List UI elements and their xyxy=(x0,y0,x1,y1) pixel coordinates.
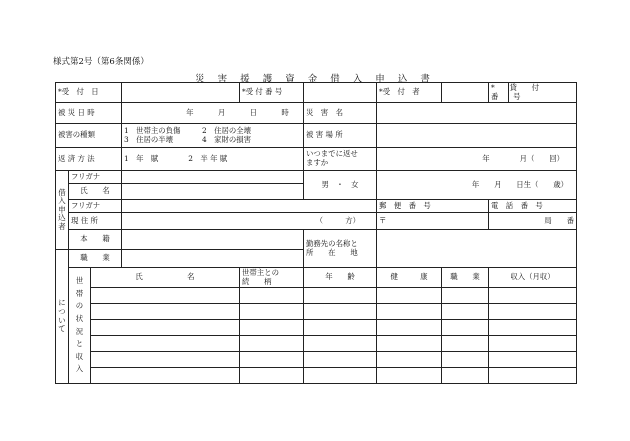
genjusho-field[interactable]: （ 方） xyxy=(122,213,377,230)
hh-health[interactable] xyxy=(377,368,442,384)
shokugyo-label: 職 業 xyxy=(69,250,122,268)
hh-income[interactable] xyxy=(489,336,577,352)
disaster-date-row xyxy=(56,103,577,124)
hh-health[interactable] xyxy=(377,320,442,336)
hh-age[interactable] xyxy=(304,336,377,352)
uketsuke-date-label: *受 付 日 xyxy=(56,83,122,103)
hh-name[interactable] xyxy=(91,288,240,304)
honseki-label: 本 籍 xyxy=(69,230,122,250)
uketsuke-no-label: *受 付 番 号 xyxy=(240,83,304,103)
gender-select[interactable]: 男 ・ 女 xyxy=(304,171,377,200)
day-unit: 日 xyxy=(249,107,258,117)
hh-relation[interactable] xyxy=(240,368,304,384)
hh-name[interactable] xyxy=(91,368,240,384)
uketsukesha-label: *受 付 者 xyxy=(377,83,442,103)
applicant-address-row xyxy=(56,213,577,230)
shimei-label: 氏 名 xyxy=(69,184,122,200)
option-2[interactable]: 2 住居の全壊 xyxy=(202,125,252,135)
kashitsuke-no-label: * 貸 付 番 号 xyxy=(489,83,509,103)
shimei-field[interactable] xyxy=(122,184,304,200)
uketsukesha-field[interactable] xyxy=(442,83,489,103)
higai-shurui-options[interactable] xyxy=(122,124,304,148)
hh-relation[interactable] xyxy=(240,352,304,368)
loan-application-form xyxy=(55,82,577,384)
hh-job[interactable] xyxy=(442,352,489,368)
hh-age[interactable] xyxy=(304,320,377,336)
denwa-label: 電 話 番 号 xyxy=(489,200,577,213)
hh-relation[interactable] xyxy=(240,320,304,336)
higai-basho-field[interactable] xyxy=(377,124,577,148)
col-nenrei: 年 齢 xyxy=(304,268,377,288)
shokugyo-field[interactable] xyxy=(122,250,304,268)
damage-type-row xyxy=(56,124,577,148)
col-shimei: 氏 名 xyxy=(91,268,240,288)
year-unit: 年 xyxy=(186,107,194,117)
saigaimei-field[interactable] xyxy=(377,103,577,124)
household-row xyxy=(56,352,577,368)
household-row xyxy=(56,320,577,336)
hh-health[interactable] xyxy=(377,352,442,368)
months-count: 月（ 回） xyxy=(519,153,564,163)
option-1[interactable]: 1 世帯主の負傷 xyxy=(124,125,181,135)
hh-job[interactable] xyxy=(442,368,489,384)
col-shunyu: 収入（月収） xyxy=(489,268,577,288)
hh-age[interactable] xyxy=(304,304,377,320)
kinmusaki-label: 勤務先の名称と 所 在 地 xyxy=(304,230,377,268)
address-furigana-label: フリガナ xyxy=(69,200,122,213)
saigaimei-label: 災 害 名 xyxy=(304,103,377,124)
hensai-houhou-label: 返 済 方 法 xyxy=(56,148,122,171)
hh-age[interactable] xyxy=(304,288,377,304)
kinmusaki-field[interactable] xyxy=(377,230,577,268)
applicant-side-label: 借 入 申 込 者 xyxy=(56,171,69,250)
col-shokugyo: 職 業 xyxy=(442,268,489,288)
hh-health[interactable] xyxy=(377,336,442,352)
household-row xyxy=(56,368,577,384)
hh-income[interactable] xyxy=(489,320,577,336)
honseki-row xyxy=(56,230,577,250)
hh-relation[interactable] xyxy=(240,304,304,320)
annual-option[interactable]: 1 年 賦 xyxy=(124,153,159,163)
furigana-label: フリガナ xyxy=(69,171,122,184)
hh-name[interactable] xyxy=(91,304,240,320)
hh-job[interactable] xyxy=(442,288,489,304)
itsumade-label: いつまでに返せ ますか xyxy=(304,148,377,171)
hh-age[interactable] xyxy=(304,352,377,368)
form-title: 災 害 援 護 資 金 借 入 申 込 書 xyxy=(195,74,435,85)
reception-row xyxy=(56,83,577,103)
hensai-houhou-options[interactable] xyxy=(122,148,304,171)
higai-basho-label: 被 害 場 所 xyxy=(304,124,377,148)
itsumade-field[interactable] xyxy=(377,148,577,171)
honseki-field[interactable] xyxy=(122,230,304,250)
hh-health[interactable] xyxy=(377,304,442,320)
furigana-field[interactable] xyxy=(122,171,304,184)
hh-job[interactable] xyxy=(442,320,489,336)
uketsuke-no-field[interactable] xyxy=(304,83,377,103)
month-unit: 月 xyxy=(217,107,226,117)
hh-job[interactable] xyxy=(442,336,489,352)
semiannual-option[interactable]: 2 半 年 賦 xyxy=(188,153,228,163)
phone-field[interactable]: 局 番 xyxy=(489,213,577,230)
hh-job[interactable] xyxy=(442,304,489,320)
option-3[interactable]: 3 住居の半壊 xyxy=(124,134,174,144)
genjusho-label: 現 住 所 xyxy=(69,213,122,230)
col-zokugara: 世帯主との 続 柄 xyxy=(240,268,304,288)
col-kenkou: 健 康 xyxy=(377,268,442,288)
hh-income[interactable] xyxy=(489,368,577,384)
hisai-nichiji-label: 被 災 日 時 xyxy=(56,103,122,124)
applicant-furigana-row xyxy=(56,171,577,184)
year-unit: 年 xyxy=(482,153,490,163)
form-id: 様式第2号（第6条関係） xyxy=(53,57,149,67)
hh-age[interactable] xyxy=(304,368,377,384)
household-header-row xyxy=(56,268,577,288)
household-row xyxy=(56,336,577,352)
applicant-address-furigana-row xyxy=(56,200,577,213)
repayment-row xyxy=(56,148,577,171)
hisai-nichiji-field[interactable] xyxy=(122,103,304,124)
uketsuke-date-field[interactable] xyxy=(122,83,240,103)
hh-name[interactable] xyxy=(91,352,240,368)
higai-shurui-label: 被害の種類 xyxy=(56,124,122,148)
applicant-side-label-cont: に つ い て xyxy=(56,250,69,384)
household-row xyxy=(56,304,577,320)
option-4[interactable]: 4 家財の損害 xyxy=(202,134,252,144)
hh-income[interactable] xyxy=(489,352,577,368)
hour-unit: 時 xyxy=(281,107,289,117)
postal-code-field[interactable]: 〒 xyxy=(377,213,489,230)
hh-relation[interactable] xyxy=(240,288,304,304)
birthdate-field[interactable]: 年 月 日生（ 歳） xyxy=(377,171,577,200)
yubin-label: 郵 便 番 号 xyxy=(377,200,489,213)
hh-income[interactable] xyxy=(489,288,577,304)
household-row xyxy=(56,288,577,304)
hh-name[interactable] xyxy=(91,320,240,336)
hh-health[interactable] xyxy=(377,288,442,304)
household-side-label: 世 帯 の 状 況 と 収 入 xyxy=(69,268,91,384)
hh-relation[interactable] xyxy=(240,336,304,352)
hh-name[interactable] xyxy=(91,336,240,352)
address-furigana-field[interactable] xyxy=(122,200,377,213)
hh-income[interactable] xyxy=(489,304,577,320)
